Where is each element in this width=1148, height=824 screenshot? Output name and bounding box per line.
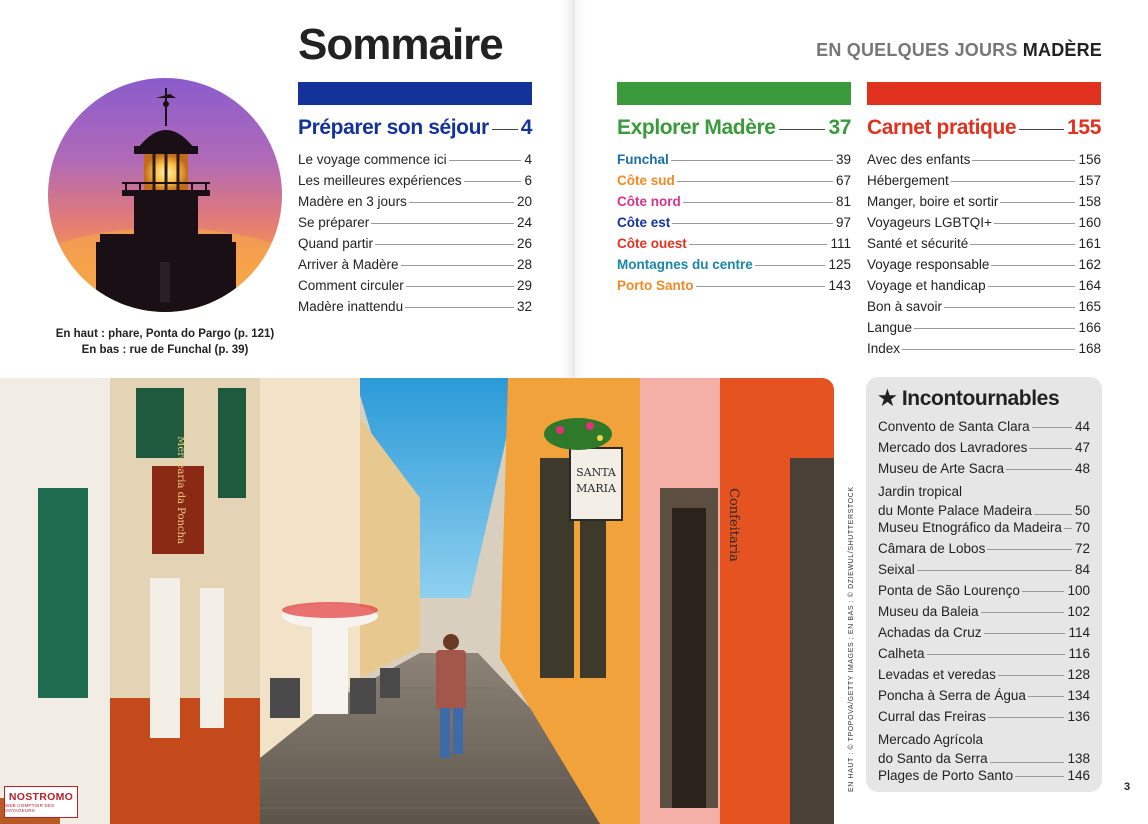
page-number: 3 (1124, 781, 1131, 793)
dot-leader (1034, 514, 1072, 515)
toc-entry-page: 26 (516, 236, 532, 251)
toc-entry[interactable] (867, 173, 1101, 194)
must-see-entry[interactable] (878, 562, 1090, 583)
toc-entry-page: 161 (1078, 236, 1101, 251)
dot-leader (972, 160, 1075, 161)
toc-entry[interactable] (867, 320, 1101, 341)
must-see-page: 102 (1067, 604, 1090, 619)
dot-leader (375, 244, 514, 245)
toc-entry-label: Le voyage commence ici (298, 152, 447, 167)
toc-entry[interactable] (298, 152, 532, 173)
must-see-label: Jardin tropical du Monte Palace Madeira (878, 484, 1032, 518)
toc-entry[interactable] (298, 299, 532, 320)
toc-entry-label: Madère en 3 jours (298, 194, 407, 209)
toc-entry-page: 81 (835, 194, 851, 209)
dot-leader (984, 633, 1066, 634)
dot-leader (988, 717, 1064, 718)
toc-section-explorer (617, 116, 851, 299)
lighthouse-illustration (48, 78, 282, 312)
toc-region-entry[interactable] (617, 236, 851, 257)
restaurant-sign-line1: SANTA (576, 466, 616, 479)
must-see-page: 116 (1068, 646, 1090, 661)
toc-region-entry[interactable] (617, 152, 851, 173)
toc-entry-label: Côte ouest (617, 236, 687, 251)
toc-entry[interactable] (298, 194, 532, 215)
dot-leader (987, 549, 1072, 550)
dot-leader (970, 244, 1075, 245)
must-see-label: Achadas da Cruz (878, 625, 982, 640)
running-header (816, 40, 1102, 61)
dot-leader (409, 202, 514, 203)
toc-entry-label: Madère inattendu (298, 299, 404, 314)
dot-leader (1064, 528, 1072, 529)
toc-entry-page: 125 (828, 257, 851, 272)
dot-leader (994, 223, 1076, 224)
dot-leader (998, 675, 1065, 676)
toc-section-title: Préparer son séjour (298, 116, 489, 139)
toc-entry-page: 165 (1078, 299, 1101, 314)
funchal-street-photo (0, 378, 834, 824)
toc-entry-page: 158 (1078, 194, 1101, 209)
toc-entry-label: Quand partir (298, 236, 374, 251)
dot-leader (755, 265, 826, 266)
toc-entry-label: Comment circuler (298, 278, 404, 293)
dot-leader (944, 307, 1075, 308)
must-see-label: Museu da Baleia (878, 604, 979, 619)
toc-entry[interactable] (867, 152, 1101, 173)
dot-leader (1019, 129, 1064, 130)
toc-entry-page: 166 (1078, 320, 1101, 335)
toc-section-heading[interactable] (867, 116, 1101, 146)
restaurant-sign-line2: MARIA (576, 482, 616, 495)
must-see-label: Câmara de Lobos (878, 541, 986, 556)
must-see-entry[interactable] (878, 520, 1090, 541)
dot-leader (988, 286, 1076, 287)
confeitaria-sign: Confeitaria (726, 488, 741, 562)
must-see-label: Seixal (878, 562, 915, 577)
toc-entry[interactable] (867, 341, 1101, 362)
toc-section-page: 4 (520, 116, 532, 139)
toc-entry-page: 20 (516, 194, 532, 209)
toc-entry[interactable] (867, 257, 1101, 278)
incontournables-heading (878, 383, 1090, 415)
toc-section-heading[interactable] (298, 116, 532, 146)
must-see-label: Curral das Freiras (878, 709, 987, 724)
toc-entry[interactable] (867, 194, 1101, 215)
must-see-entry[interactable] (878, 709, 1090, 730)
lighthouse-photo (48, 78, 282, 312)
toc-entry-page: 29 (516, 278, 532, 293)
must-see-page: 134 (1067, 688, 1090, 703)
must-see-page: 146 (1067, 768, 1090, 783)
shop-sign-text: Mercearia da Poncha (175, 436, 186, 544)
toc-entry-page: 111 (830, 236, 851, 251)
must-see-entry[interactable] (878, 604, 1090, 625)
must-see-page: 84 (1074, 562, 1090, 577)
section-bar-red (867, 82, 1101, 105)
running-header-prefix: EN QUELQUES JOURS (816, 40, 1018, 60)
must-see-label: Museu de Arte Sacra (878, 461, 1005, 476)
dot-leader (405, 307, 514, 308)
toc-section-page: 37 (828, 116, 851, 139)
toc-entry[interactable] (298, 257, 532, 278)
toc-entry[interactable] (298, 236, 532, 257)
toc-entry-label: Arriver à Madère (298, 257, 399, 272)
must-see-entry[interactable] (878, 688, 1090, 709)
toc-region-entry[interactable] (617, 194, 851, 215)
must-see-entry[interactable] (878, 461, 1090, 482)
toc-entry-page: 162 (1078, 257, 1101, 272)
nostromo-logo (4, 786, 78, 818)
toc-entry-page: 39 (835, 152, 851, 167)
toc-entry-label: Les meilleures expériences (298, 173, 462, 188)
must-see-entry[interactable] (878, 646, 1090, 667)
dot-leader (981, 612, 1065, 613)
toc-entry-page: 164 (1078, 278, 1101, 293)
toc-entry-label: Avec des enfants (867, 152, 971, 167)
toc-entry-label: Bon à savoir (867, 299, 943, 314)
toc-section-page: 155 (1067, 116, 1101, 139)
toc-entry-page: 156 (1078, 152, 1101, 167)
must-see-page: 50 (1074, 503, 1090, 518)
section-bar-blue (298, 82, 532, 105)
toc-entry-label: Côte est (617, 215, 671, 230)
toc-entry-label: Index (867, 341, 901, 356)
photo-caption (30, 326, 300, 358)
logo-tagline: WEB COMPTOIR DES VOYAGEURS (5, 803, 55, 813)
must-see-label: Poncha à Serra de Água (878, 688, 1026, 703)
toc-entry[interactable] (867, 278, 1101, 299)
dot-leader (683, 202, 833, 203)
must-see-entry[interactable] (878, 768, 1090, 789)
toc-region-entry[interactable] (617, 278, 851, 299)
must-see-page: 48 (1074, 461, 1090, 476)
toc-entry-label: Porto Santo (617, 278, 694, 293)
toc-section-preparer (298, 116, 532, 320)
section-bar-green (617, 82, 851, 105)
must-see-entry[interactable] (878, 583, 1090, 604)
must-see-page: 128 (1067, 667, 1090, 682)
toc-entry[interactable] (867, 299, 1101, 320)
dot-leader (902, 349, 1075, 350)
must-see-label: Mercado dos Lavradores (878, 440, 1028, 455)
incontournables-title: Incontournables (901, 387, 1060, 410)
must-see-page: 72 (1074, 541, 1090, 556)
toc-entry-label: Voyage et handicap (867, 278, 986, 293)
toc-entry-label: Langue (867, 320, 913, 335)
toc-entry-label: Voyageurs LGBTQI+ (867, 215, 992, 230)
must-see-label: Ponta de São Lourenço (878, 583, 1020, 598)
toc-entry-label: Voyage responsable (867, 257, 990, 272)
star-icon: ★ (878, 387, 897, 410)
dot-leader (1028, 696, 1065, 697)
dot-leader (671, 160, 833, 161)
toc-section-heading[interactable] (617, 116, 851, 146)
toc-entry[interactable] (867, 236, 1101, 257)
caption-top: En haut : phare, Ponta do Pargo (p. 121) (55, 328, 275, 340)
dot-leader (927, 654, 1066, 655)
toc-entry-label: Se préparer (298, 215, 370, 230)
toc-entry-page: 67 (835, 173, 851, 188)
dot-leader (1022, 591, 1065, 592)
must-see-entry[interactable] (878, 419, 1090, 440)
photo-credit: EN HAUT : © TPOPOVA/GETTY IMAGES ; EN BAS : © DZIEWUL/SHUTTERSTOCK (848, 486, 855, 792)
dot-leader (990, 762, 1065, 763)
must-see-label: Plages de Porto Santo (878, 768, 1014, 783)
toc-entry[interactable] (298, 173, 532, 194)
dot-leader (1015, 776, 1064, 777)
toc-entry[interactable] (867, 215, 1101, 236)
must-see-label: Calheta (878, 646, 925, 661)
dot-leader (1006, 469, 1072, 470)
dot-leader (696, 286, 826, 287)
must-see-entry[interactable] (878, 541, 1090, 562)
street-illustration (0, 378, 834, 824)
page-fold (560, 0, 586, 378)
toc-entry[interactable] (298, 278, 532, 299)
dot-leader (1029, 448, 1072, 449)
toc-entry-page: 168 (1078, 341, 1101, 356)
toc-entry-page: 28 (516, 257, 532, 272)
dot-leader (449, 160, 522, 161)
must-see-page: 70 (1074, 520, 1090, 535)
dot-leader (917, 570, 1072, 571)
toc-entry-page: 6 (524, 173, 532, 188)
must-see-entry[interactable] (878, 667, 1090, 688)
must-see-page: 44 (1074, 419, 1090, 434)
toc-entry-page: 32 (516, 299, 532, 314)
dot-leader (677, 181, 833, 182)
dot-leader (779, 129, 826, 130)
dot-leader (371, 223, 514, 224)
toc-entry-label: Funchal (617, 152, 669, 167)
toc-section-carnet (867, 116, 1101, 362)
toc-section-title: Carnet pratique (867, 116, 1017, 139)
toc-entry-page: 4 (524, 152, 532, 167)
toc-section-title: Explorer Madère (617, 116, 776, 139)
toc-entry-label: Manger, boire et sortir (867, 194, 999, 209)
dot-leader (991, 265, 1075, 266)
must-see-label: Convento de Santa Clara (878, 419, 1030, 434)
must-see-label: Mercado Agrícola do Santo da Serra (878, 732, 988, 766)
toc-entry-label: Côte sud (617, 173, 675, 188)
dot-leader (689, 244, 828, 245)
must-see-page: 114 (1068, 625, 1090, 640)
toc-entry-label: Hébergement (867, 173, 949, 188)
toc-entry-page: 97 (835, 215, 851, 230)
dot-leader (1032, 427, 1072, 428)
must-see-entry[interactable] (878, 440, 1090, 461)
must-see-entry[interactable] (878, 730, 1090, 768)
must-see-entry[interactable] (878, 625, 1090, 646)
toc-entry-page: 160 (1078, 215, 1101, 230)
dot-leader (401, 265, 514, 266)
dot-leader (672, 223, 833, 224)
page-title: Sommaire (298, 20, 503, 69)
dot-leader (464, 181, 522, 182)
caption-bottom: En bas : rue de Funchal (p. 39) (81, 344, 249, 356)
toc-region-entry[interactable] (617, 215, 851, 236)
must-see-page: 138 (1067, 751, 1090, 766)
must-see-entry[interactable] (878, 482, 1090, 520)
must-see-label: Museu Etnográfico da Madeira (878, 520, 1062, 535)
toc-region-entry[interactable] (617, 173, 851, 194)
toc-entry-label: Côte nord (617, 194, 681, 209)
toc-entry-label: Montagnes du centre (617, 257, 753, 272)
toc-entry-page: 157 (1078, 173, 1101, 188)
logo-name: NOSTROMO (8, 791, 74, 803)
dot-leader (914, 328, 1075, 329)
must-see-page: 47 (1074, 440, 1090, 455)
dot-leader (1000, 202, 1075, 203)
incontournables-box (866, 377, 1102, 792)
must-see-page: 136 (1067, 709, 1090, 724)
toc-entry-page: 24 (516, 215, 532, 230)
toc-region-entry[interactable] (617, 257, 851, 278)
dot-leader (951, 181, 1076, 182)
running-header-destination: MADÈRE (1022, 40, 1102, 60)
toc-entry-label: Santé et sécurité (867, 236, 969, 251)
dot-leader (492, 129, 518, 130)
must-see-label: Levadas et veredas (878, 667, 996, 682)
toc-entry-page: 143 (828, 278, 851, 293)
dot-leader (406, 286, 514, 287)
toc-entry[interactable] (298, 215, 532, 236)
must-see-page: 100 (1067, 583, 1090, 598)
